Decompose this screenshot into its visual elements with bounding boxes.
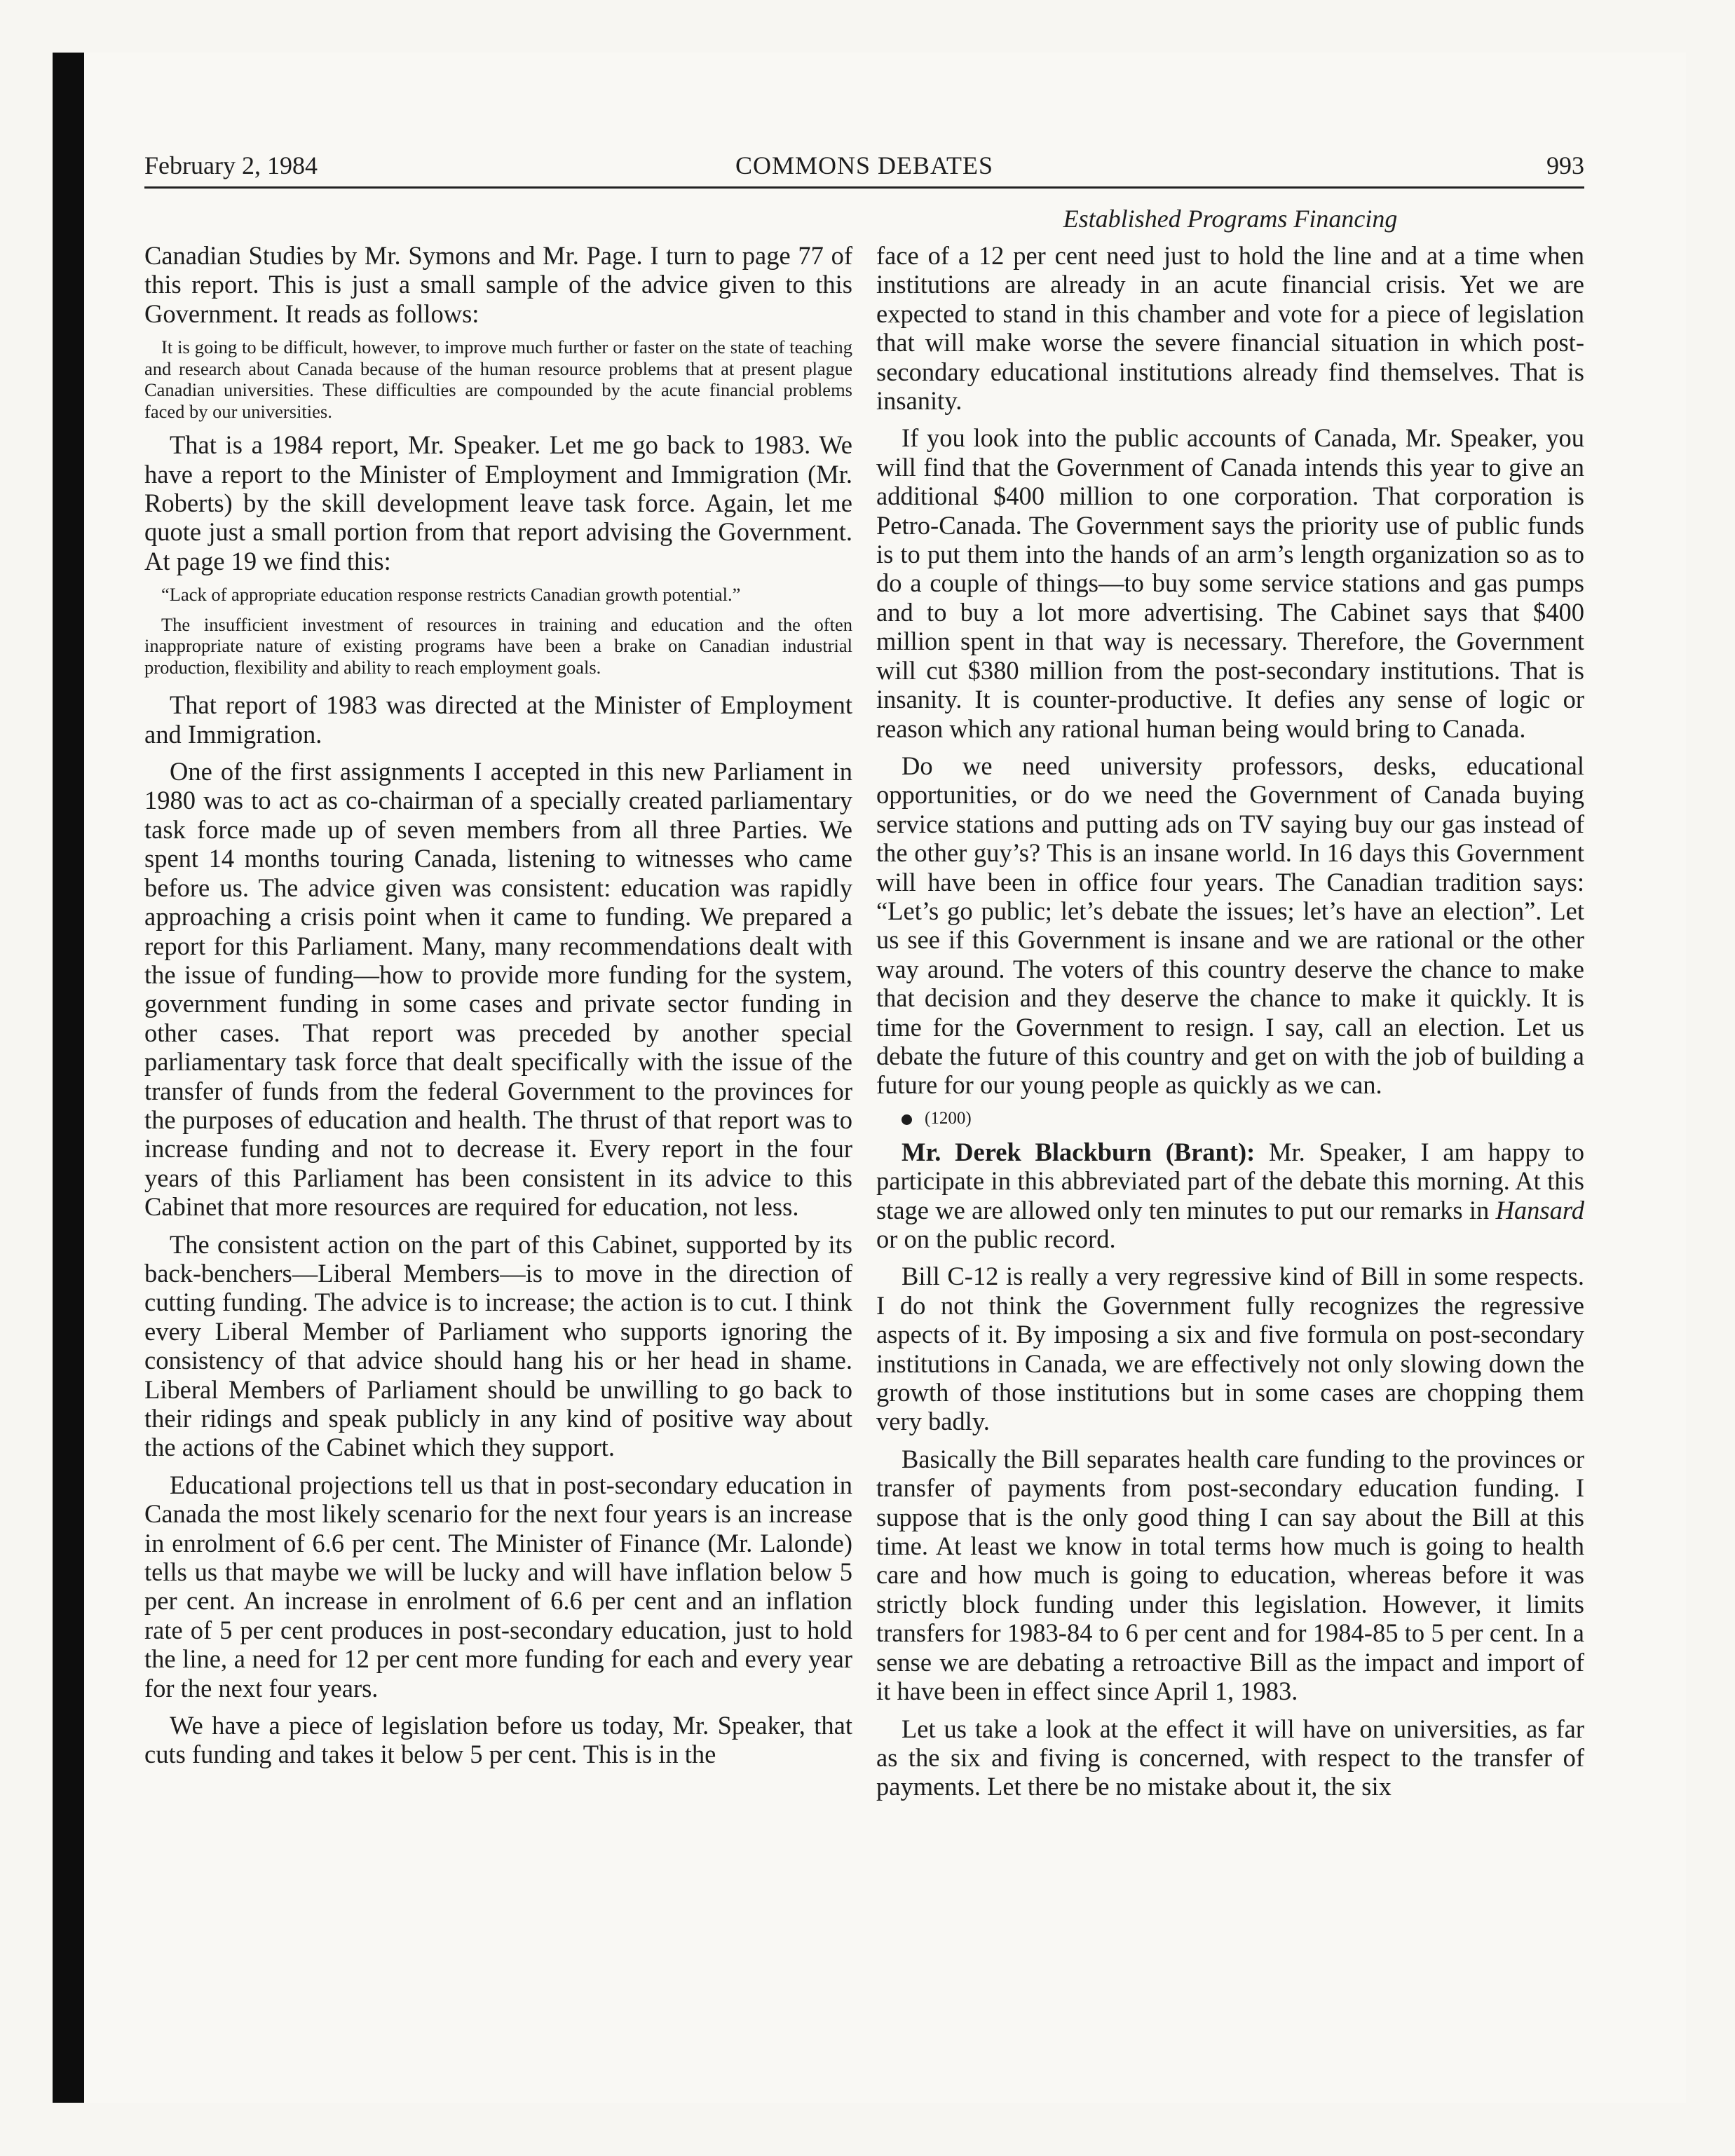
paragraph: Canadian Studies by Mr. Symons and Mr. Page. I turn to page 77 of this report. This is just a small sample of the advice given to this Government. It reads as follows:: [144, 241, 852, 328]
paragraph: The consistent action on the part of this Cabinet, supported by its back-benchers—Liberal Members—is to move in the direction of cutting funding. The advice is to increase; the action is to cut. I think every Liberal Member of Parliament who supports ignoring the consistency of that advice should hang his or her head in shame. Liberal Members of Parliament should be unwilling to go back to their ridings and speak publicly in any kind of positive way about the actions of the Cabinet which they support.: [144, 1229, 852, 1462]
header-title: COMMONS DEBATES: [735, 151, 994, 179]
page-header: [144, 147, 1584, 189]
header-date: February 2, 1984: [144, 151, 318, 179]
right-column: [876, 241, 1584, 1810]
time-marker: [876, 1108, 1584, 1129]
speech-paragraph: [876, 1138, 1584, 1254]
block-quote: It is going to be difficult, however, to improve much further or faster on the state of teaching and research about Canada because of the human resource problems that at present plague Canadian universities. These difficulties are compounded by the acute financial problems faced by our universities.: [144, 336, 852, 422]
block-quote: “Lack of appropriate education response restricts Canadian growth potential.”: [161, 584, 741, 606]
bullet-icon: [901, 1114, 912, 1125]
paragraph: That is a 1984 report, Mr. Speaker. Let me go back to 1983. We have a report to the Minister of Employment and Immigration (Mr. Roberts) by the skill development leave task force. Again, let me quote just a small portion from that report advising the Government. At page 19 we find this:: [144, 430, 852, 575]
scan-edge: [53, 53, 84, 2103]
paragraph: We have a piece of legislation before us today, Mr. Speaker, that cuts funding and takes it below 5 per cent. This is in the: [144, 1711, 852, 1769]
speech-text: Mr. Speaker, I am happy to participate in this abbreviated part of the debate this morning. At this stage we are allowed only ten minutes to put our remarks in: [876, 1137, 1585, 1224]
speech-text-end: or on the public record.: [876, 1224, 1116, 1253]
time-marker-text: (1200): [925, 1108, 972, 1128]
paragraph: One of the first assignments I accepted in this new Parliament in 1980 was to act as co-chairman of a specially created parliamentary task force made up of seven members from all three Parties. We spent 14 months touring Canada, listening to witnesses who came before us. The advice given was consistent: education was rapidly approaching a crisis point when it came to funding. We prepared a report for this Parliament. Many, many recommendations dealt with the issue of funding—how to provide more funding for the system, government funding in some cases and private sector funding in other cases. That report was preceded by another special parliamentary task force that dealt specifically with the issue of the transfer of funds from the federal Government to the provinces for the purposes of education and health. The thrust of that report was to increase funding and not to decrease it. Every report in the four years of this Parliament has been consistent in its advice to this Cabinet that more resources are required for education, not less.: [144, 757, 852, 1222]
paragraph: That report of 1983 was directed at the Minister of Employment and Immigration.: [144, 690, 852, 749]
paragraph: Educational projections tell us that in post-secondary education in Canada the most likely scenario for the next four years is an increase in enrolment of 6.6 per cent. The Minister of Finance (Mr. Lalonde) tells us that maybe we will be lucky and will have inflation below 5 per cent. An increase in enrolment of 6.6 per cent and an inflation rate of 5 per cent produces in post-secondary education, just to hold the line, a need for 12 per cent more funding for each and every year for the next four years.: [144, 1470, 852, 1703]
paragraph: Basically the Bill separates health care funding to the provinces or transfer of payments from post-secondary education funding. I suppose that is the only good thing I can say about the Bill at this time. At least we know in total terms how much is going to health care and how much is going to education, whereas before it was strictly block funding under this legislation. However, it limits transfers for 1983-84 to 6 per cent and for 1984-85 to 5 per cent. In a sense we are debating a retroactive Bill as the impact and import of it have been in effect since April 1, 1983.: [876, 1444, 1584, 1706]
left-column: [144, 241, 852, 1778]
speaker-name: Mr. Derek Blackburn (Brant):: [901, 1137, 1256, 1166]
paragraph: face of a 12 per cent need just to hold the line and at a time when institutions are already in an acute financial crisis. Yet we are expected to stand in this chamber and vote for a piece of legislation that will make worse the severe financial situation in which post-secondary educational institutions already find themselves. That is insanity.: [876, 241, 1584, 416]
page-number: 993: [1546, 151, 1584, 179]
block-quote: The insufficient investment of resources in training and education and the often inappropriate nature of existing programs have been a brake on Canadian industrial production, flexibility and ability to reach employment goals.: [144, 613, 852, 678]
paragraph: Bill C-12 is really a very regressive kind of Bill in some respects. I do not think the Government fully recognizes the regressive aspects of it. By imposing a six and five formula on post-secondary institutions in Canada, we are effectively not only slowing down the growth of those institutions but in some cases are chopping them very badly.: [876, 1262, 1584, 1436]
hansard-italic: Hansard: [1495, 1195, 1584, 1224]
paragraph: If you look into the public accounts of Canada, Mr. Speaker, you will find that the Government of Canada intends this year to give an additional $400 million to one corporation. That corporation is Petro-Canada. The Government says the priority use of public funds is to put them into the hands of an arm’s length organization so as to do a couple of things—to buy some service stations and gas pumps and to buy a lot more advertising. The Cabinet says that $400 million spent in that way is necessary. Therefore, the Government will cut $380 million from the post-secondary institutions. That is insanity. It is counter-productive. It defies any sense of logic or reason which any rational human being would bring to Canada.: [876, 423, 1584, 743]
paragraph: Let us take a look at the effect it will have on universities, as far as the six and fiving is concerned, with respect to the transfer of payments. Let there be no mistake about it, the six: [876, 1714, 1584, 1801]
running-head: Established Programs Financing: [1063, 205, 1398, 233]
paragraph: Do we need university professors, desks, educational opportunities, or do we need the Government of Canada buying service stations and putting ads on TV saying buy our gas instead of the other guy’s? This is an insane world. In 16 days this Government will have been in office four years. The Canadian tradition says: “Let’s go public; let’s debate the issues; let’s have an election”. Let us see if this Government is insane and we are rational or the other way around. The voters of this country deserve the chance to make that decision and they deserve the chance to make it quickly. It is time for the Government to resign. I say, call an election. Let us debate the future of this country and get on with the job of building a future for our young people as quickly as we can.: [876, 751, 1584, 1100]
